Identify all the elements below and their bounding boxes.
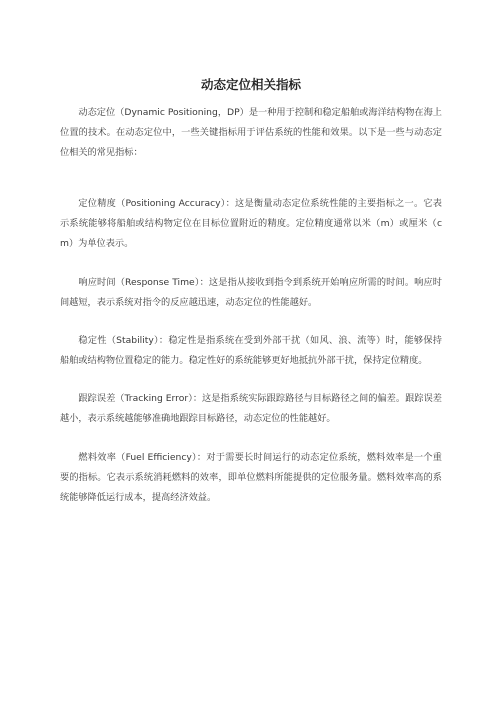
- paragraph-positioning-accuracy: 定位精度（Positioning Accuracy）：这是衡量动态定位系统性能的主要指标之一。它表示系统能够将船舶或结构物定位在目标位置附近的精度。定位精度通常以米（m）或厘米（cm）为单位表示。: [60, 198, 442, 249]
- paragraph-stability: 稳定性（Stability）：稳定性是指系统在受到外部干扰（如风、浪、流等）时，能够保持船舶或结构物位置稳定的能力。稳定性好的系统能够更好地抵抗外部干扰，保持定位精度。: [60, 335, 442, 366]
- document-title: 动态定位相关指标: [200, 77, 301, 92]
- paragraph-tracking-error: 跟踪误差（Tracking Error）：这是指系统实际跟踪路径与目标路径之间的偏差。跟踪误差越小，表示系统越能够准确地跟踪目标路径，动态定位的性能越好。: [60, 393, 442, 424]
- paragraph-fuel-efficiency: 燃料效率（Fuel Efficiency）：对于需要长时间运行的动态定位系统，燃料效率是一个重要的指标。它表示系统消耗燃料的效率，即单位燃料所能提供的定位服务量。燃料效率高的系统能够降低运行成本，提高经济效益。: [60, 452, 442, 503]
- paragraph-intro: 动态定位（Dynamic Positioning，DP）是一种用于控制和稳定船舶或海洋结构物在海上位置的技术。在动态定位中，一些关键指标用于评估系统的性能和效果。以下是一些与动态定位相关的常见指标：: [60, 107, 442, 158]
- paragraph-response-time: 响应时间（Response Time）：这是指从接收到指令到系统开始响应所需的时间。响应时间越短，表示系统对指令的反应越迅速，动态定位的性能越好。: [60, 277, 442, 308]
